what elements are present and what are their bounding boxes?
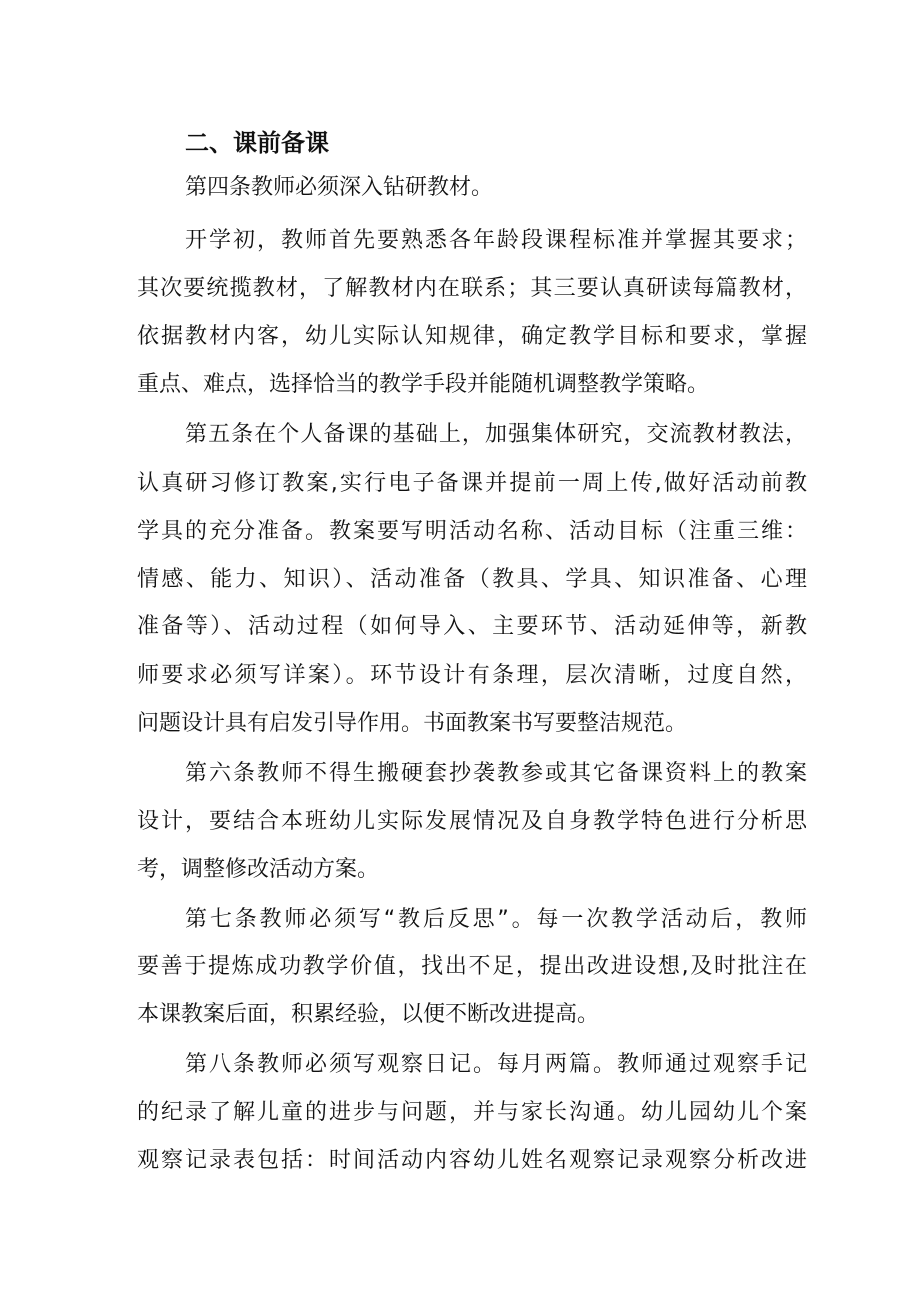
text-line: 开学初，教师首先要熟悉各年龄段课程标准并掌握其要求； bbox=[185, 228, 807, 253]
text-line: 的纪录了解儿童的进步与问题，并与家长沟通。幼儿园幼儿个案 bbox=[137, 1100, 807, 1125]
text-line: 学具的充分准备。教案要写明活动名称、活动目标（注重三维： bbox=[137, 519, 807, 544]
text-line: 设计，要结合本班幼儿实际发展情况及自身教学特色进行分析思 bbox=[137, 809, 807, 834]
text-line: 情感、能力、知识）、活动准备（教具、学具、知识准备、心理 bbox=[137, 567, 807, 592]
text-line: 重点、难点，选择恰当的教学手段并能随机调整教学策略。 bbox=[137, 372, 710, 397]
text-line: 第四条教师必须深入钻研教材。 bbox=[185, 175, 494, 200]
text-line: 本课教案后面，积累经验，以便不断改进提高。 bbox=[137, 1002, 600, 1027]
text-line: 其次要统揽教材，了解教材内在联系；其三要认真研读每篇教材， bbox=[137, 276, 807, 301]
text-line: 第八条教师必须写观察日记。每月两篇。教师通过观察手记 bbox=[185, 1052, 807, 1077]
text-line: 观察记录表包括：时间活动内容幼儿姓名观察记录观察分析改进 bbox=[137, 1148, 807, 1173]
text-line: 第七条教师必须写“教后反思”。每一次教学活动后，教师 bbox=[185, 907, 807, 932]
text-line: 准备等）、活动过程（如何导入、主要环节、活动延伸等，新教 bbox=[137, 614, 807, 639]
text-line: 第六条教师不得生搬硬套抄袭教参或其它备课资料上的教案 bbox=[185, 761, 807, 786]
text-line: 考，调整修改活动方案。 bbox=[137, 857, 380, 882]
section-heading: 二、课前备课 bbox=[185, 129, 329, 157]
text-line: 第五条在个人备课的基础上，加强集体研究，交流教材教法， bbox=[185, 422, 807, 447]
text-line: 问题设计具有启发引导作用。书面教案书写要整洁规范。 bbox=[137, 711, 688, 736]
text-line: 认真研习修订教案,实行电子备课并提前一周上传,做好活动前教 bbox=[137, 471, 807, 496]
text-line: 依据教材内客，幼儿实际认知规律，确定教学目标和要求，掌握 bbox=[137, 324, 807, 349]
text-line: 要善于提炼成功教学价值，找出不足，提出改进设想,及时批注在 bbox=[137, 954, 807, 979]
text-line: 师要求必须写详案）。环节设计有条理，层次清晰，过度自然， bbox=[137, 663, 807, 688]
